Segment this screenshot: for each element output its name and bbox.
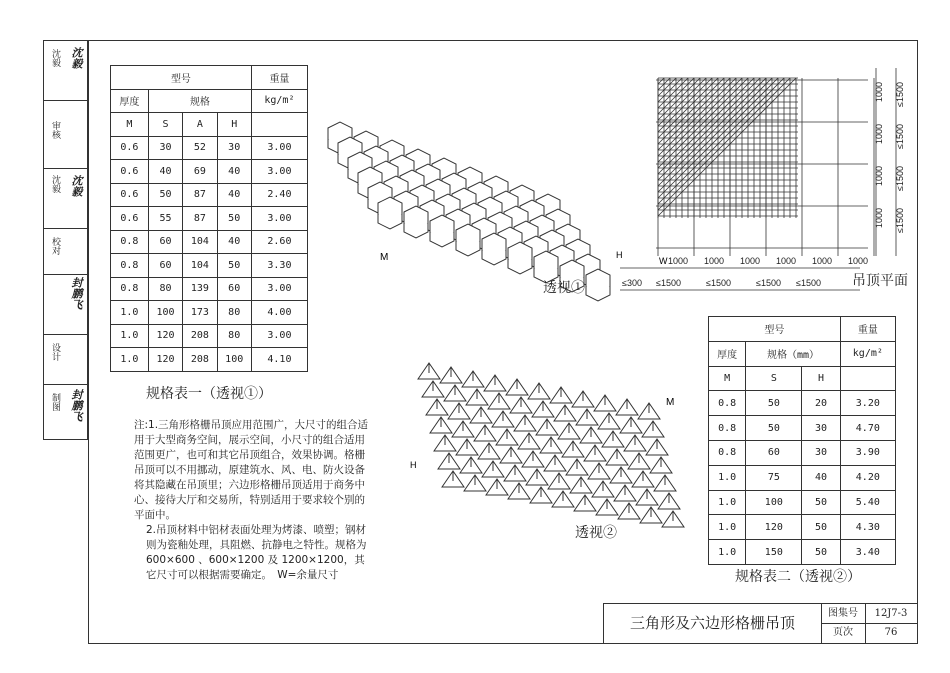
col-h: H: [217, 113, 251, 137]
dimension-label: 1000: [874, 207, 884, 228]
table-cell: 3.00: [251, 136, 307, 160]
table-cell: 3.00: [251, 324, 307, 348]
header-model: 型号: [709, 317, 841, 342]
triangle-grid: [418, 363, 684, 527]
table-row: [111, 301, 308, 325]
table-row: [111, 324, 308, 348]
header-spec: 规格（mm）: [746, 341, 840, 366]
table2-caption: 规格表二（透视②）: [735, 569, 861, 585]
header-unit: kg/m²: [251, 89, 307, 113]
table-cell: 69: [183, 160, 217, 184]
table-cell: 50: [746, 391, 802, 416]
table-cell: 60: [746, 440, 802, 465]
sig-cell-2: [44, 101, 87, 169]
table-row: [111, 207, 308, 231]
table-row: [111, 230, 308, 254]
table-cell: 50: [802, 540, 840, 565]
table-cell: 3.00: [251, 160, 307, 184]
sig-cell-7: [44, 385, 87, 441]
note-1: 注:1.三角形格栅吊顶应用范围广，大尺寸的组合适用于大型商务空间，展示空间，小尺寸的组合适用范围更广，也可和其它吊顶组合，效果协调。格栅吊顶可以不用挪动，原建筑水、风、电、防火设备将其隐藏在吊顶里；六边形格栅吊顶适用于商务中心、接待大厅和交易所，特别适用于要求较个别的平面中。: [134, 419, 369, 521]
table-cell: 0.6: [111, 183, 149, 207]
table-row: [111, 348, 308, 372]
title-block: [603, 603, 918, 644]
ceiling-plan-drawing: [620, 68, 916, 298]
dimension-label: 1000: [874, 123, 884, 144]
table-row: [709, 391, 896, 416]
table-cell: 3.00: [251, 207, 307, 231]
view1-caption: 透视①: [543, 280, 585, 296]
sig-label: 沈毅: [50, 175, 60, 193]
dimension-label: ≤1500: [796, 278, 821, 288]
table-cell: 40: [217, 230, 251, 254]
header-model: 型号: [111, 66, 252, 90]
spec-table-2: [708, 316, 896, 565]
hex-grid: [328, 122, 610, 301]
table-cell: 30: [217, 136, 251, 160]
sig-cell-6: [44, 335, 87, 385]
table-cell: 150: [746, 540, 802, 565]
table-row: [111, 160, 308, 184]
table-cell: 0.6: [111, 160, 149, 184]
table-cell: 20: [802, 391, 840, 416]
table-cell: 3.00: [251, 277, 307, 301]
sig-label: 制图: [50, 393, 60, 411]
table-row: [709, 490, 896, 515]
hex-wall: [586, 287, 610, 301]
col-m: M: [111, 113, 149, 137]
table-cell: 173: [183, 301, 217, 325]
header-thickness: 厚度: [111, 89, 149, 113]
table-row: [709, 540, 896, 565]
sig-label: 设计: [50, 343, 60, 361]
dimension-label: ≤1500: [895, 124, 905, 149]
table-cell: 3.20: [840, 391, 895, 416]
table-cell: 30: [802, 416, 840, 441]
table-cell: 4.20: [840, 465, 895, 490]
table-cell: 100: [148, 301, 182, 325]
hex-wall: [508, 260, 532, 274]
table-cell: 1.0: [709, 515, 746, 540]
table-cell: 1.0: [709, 465, 746, 490]
table-cell: 87: [183, 183, 217, 207]
dimension-label: 1000: [812, 256, 833, 266]
col-empty: [840, 366, 895, 391]
dimension-label: 1000: [776, 256, 797, 266]
table-cell: 100: [746, 490, 802, 515]
table-cell: 0.8: [709, 440, 746, 465]
table2-body: [709, 391, 896, 565]
signature-strip: [43, 40, 88, 440]
table-cell: 30: [148, 136, 182, 160]
table-cell: 50: [217, 207, 251, 231]
table-cell: 100: [217, 348, 251, 372]
table-cell: 50: [148, 183, 182, 207]
table-cell: 40: [148, 160, 182, 184]
page-label: 页次: [821, 623, 866, 643]
notes: [134, 418, 374, 583]
table-cell: 30: [802, 440, 840, 465]
drawing-title: 三角形及六边形格栅吊顶: [604, 604, 822, 643]
hatch-line: [658, 78, 748, 168]
table-cell: 40: [802, 465, 840, 490]
table-cell: 4.30: [840, 515, 895, 540]
table-cell: 0.8: [709, 416, 746, 441]
label-h: H: [616, 250, 623, 260]
table-row: [709, 465, 896, 490]
label-m: M: [380, 252, 389, 263]
table-row: [111, 183, 308, 207]
table-cell: 4.10: [251, 348, 307, 372]
table-cell: 120: [746, 515, 802, 540]
table-cell: 40: [217, 160, 251, 184]
plan-caption: 吊顶平面: [852, 273, 908, 289]
table-cell: 2.60: [251, 230, 307, 254]
hex-wall: [456, 242, 480, 256]
signature: 沈毅: [70, 47, 83, 69]
table-cell: 75: [746, 465, 802, 490]
table-cell: 0.6: [111, 136, 149, 160]
label-h2: H: [410, 460, 417, 470]
dimension-label: ≤1500: [895, 208, 905, 233]
table-cell: 80: [217, 324, 251, 348]
hatch-line: [658, 78, 712, 132]
table-cell: 3.90: [840, 440, 895, 465]
dimension-label: ≤1500: [895, 166, 905, 191]
dimension-label: ≤1500: [895, 82, 905, 107]
perspective-1-drawing: [318, 118, 638, 308]
signature: 沈毅: [70, 175, 83, 197]
sig-label: 沈毅: [50, 49, 60, 67]
hex-wall: [378, 215, 402, 229]
col-s: S: [148, 113, 182, 137]
dimension-label: ≤1500: [706, 278, 731, 288]
table-cell: 80: [217, 301, 251, 325]
hex-wall: [404, 224, 428, 238]
dimension-label: 1000: [848, 256, 869, 266]
atlas-number: 12J7-3: [865, 604, 917, 624]
hatch-line: [658, 78, 772, 192]
col-a: A: [183, 113, 217, 137]
table-cell: 60: [148, 254, 182, 278]
plan-w: W: [659, 256, 668, 266]
perspective-2-drawing: [398, 343, 688, 533]
dimension-label: ≤1500: [656, 278, 681, 288]
table-cell: 50: [217, 254, 251, 278]
col-s: S: [746, 366, 802, 391]
table-cell: 139: [183, 277, 217, 301]
table-cell: 1.0: [709, 540, 746, 565]
dimension-label: 1000: [874, 165, 884, 186]
table-cell: 52: [183, 136, 217, 160]
table-row: [709, 515, 896, 540]
sig-cell-4: [44, 229, 87, 275]
table1-body: [111, 136, 308, 371]
table-cell: 104: [183, 230, 217, 254]
table-cell: 1.0: [709, 490, 746, 515]
header-weight: 重量: [840, 317, 895, 342]
sig-label: 审核: [50, 121, 60, 139]
table-cell: 0.8: [111, 230, 149, 254]
header-thickness: 厚度: [709, 341, 746, 366]
label-m2: M: [666, 397, 675, 408]
dimension-label: ≤300: [622, 278, 642, 288]
sig-cell-3: [44, 169, 87, 229]
sig-label: 校对: [50, 237, 60, 255]
page-number: 76: [884, 627, 898, 638]
dimension-label: 1000: [874, 81, 884, 102]
note-2: 2.吊顶材料中铝材表面处理为烤漆、喷塑；钢材则为瓷釉处理，具阻燃、抗静电之特性。规格为 600×600 、600×1200 及 1200×1200，其它尺寸可以根据需要确定。 W=余量尺寸: [146, 524, 367, 581]
table1-caption: 规格表一（透视①）: [146, 386, 272, 402]
col-h: H: [802, 366, 840, 391]
col-empty: [251, 113, 307, 137]
table-cell: 87: [183, 207, 217, 231]
table-cell: 80: [148, 277, 182, 301]
atlas-label: 图集号: [821, 604, 866, 624]
col-m: M: [709, 366, 746, 391]
header-weight: 重量: [251, 66, 307, 90]
table-cell: 1.0: [111, 348, 149, 372]
table-cell: 1.0: [111, 301, 149, 325]
table-cell: 4.70: [840, 416, 895, 441]
signature: 封鹏飞: [70, 389, 83, 422]
signature: 封鹏飞: [70, 277, 83, 310]
table-cell: 0.8: [111, 277, 149, 301]
table-cell: 208: [183, 348, 217, 372]
table-cell: 0.6: [111, 207, 149, 231]
dimension-label: 1000: [704, 256, 725, 266]
table-cell: 50: [746, 416, 802, 441]
table-cell: 50: [802, 490, 840, 515]
table-cell: 0.8: [111, 254, 149, 278]
dimension-label: 1000: [740, 256, 761, 266]
table-cell: 104: [183, 254, 217, 278]
table-cell: 5.40: [840, 490, 895, 515]
table-row: [111, 136, 308, 160]
hatch-line: [658, 78, 784, 204]
hatch-line: [658, 78, 688, 108]
table-cell: 120: [148, 348, 182, 372]
table-cell: 40: [217, 183, 251, 207]
table-cell: 55: [148, 207, 182, 231]
dimension-label: ≤1500: [756, 278, 781, 288]
table-cell: 2.40: [251, 183, 307, 207]
hex-wall: [430, 233, 454, 247]
sig-cell-1: [44, 41, 87, 101]
table-cell: 60: [217, 277, 251, 301]
table-cell: 3.40: [840, 540, 895, 565]
dimension-label: 1000: [668, 256, 689, 266]
hex-wall: [482, 251, 506, 265]
hatch-line: [658, 78, 724, 144]
table-row: [111, 254, 308, 278]
table-cell: 60: [148, 230, 182, 254]
header-unit: kg/m²: [840, 341, 895, 366]
table-row: [709, 440, 896, 465]
table-row: [111, 277, 308, 301]
sig-cell-5: [44, 275, 87, 335]
hatch-line: [658, 78, 664, 84]
table-cell: 208: [183, 324, 217, 348]
table-cell: 3.30: [251, 254, 307, 278]
table-cell: 0.8: [709, 391, 746, 416]
table-cell: 4.00: [251, 301, 307, 325]
spec-table-1: [110, 65, 308, 372]
table-row: [709, 416, 896, 441]
table-cell: 1.0: [111, 324, 149, 348]
table-cell: 50: [802, 515, 840, 540]
view2-caption: 透视②: [575, 525, 617, 541]
header-spec: 规格: [148, 89, 251, 113]
table-cell: 120: [148, 324, 182, 348]
